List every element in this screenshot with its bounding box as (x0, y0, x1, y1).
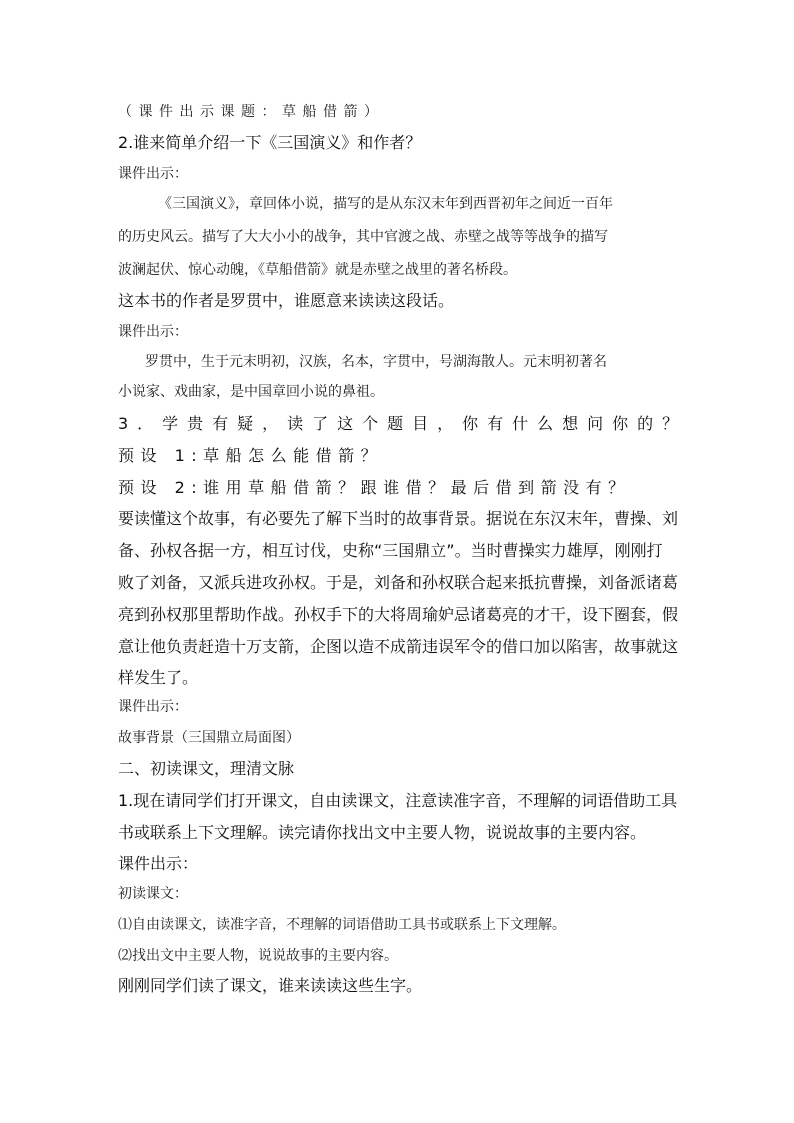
first-reading-item-2: ⑵找出文中主要人物，说说故事的主要内容。 (118, 948, 398, 964)
instruction-line-2: 书或联系上下文理解。读完请你找出文中主要人物，说说故事的主要内容。 (118, 823, 647, 842)
question-2-line: 2.谁来简单介绍一下《三国演义》和作者？ (118, 133, 422, 152)
book-intro-line-1: 《三国演义》，章回体小说，描写的是从东汉末年到西晋初年之间近一百年 (158, 196, 613, 212)
new-characters-prompt-line: 刚刚同学们读了课文，谁来读读这些生字。 (118, 976, 423, 995)
story-background-line: 故事背景（三国鼎立局面图） (118, 730, 300, 746)
author-intro-line-2: 小说家、戏曲家，是中国章回小说的鼻祖。 (118, 384, 384, 400)
courseware-label: 课件出示： (118, 699, 188, 715)
book-intro-line-3: 波澜起伏、惊心动魄，《草船借箭》就是赤壁之战里的著名桥段。 (118, 262, 517, 278)
question-3-line: 3．学贵有疑，读了这个题目，你有什么想问你的？ (118, 414, 688, 433)
author-intro-line-1: 罗贯中，生于元末明初，汉族，名本，字贯中，号湖海散人。元末明初著名 (145, 354, 607, 370)
background-paragraph-line-3: 败了刘备，又派兵进攻孙权。于是，刘备和孙权联合起来抵抗曹操，刘备派诸葛 (118, 573, 679, 592)
first-reading-label: 初读课文： (118, 886, 188, 902)
background-paragraph-line-6: 样发生了。 (118, 668, 199, 687)
preset-1-line: 预设 1:草船怎么能借箭？ (118, 446, 384, 465)
book-intro-line-2: 的历史风云。描写了大大小小的战争，其中官渡之战、赤壁之战等等战争的描写 (118, 229, 608, 245)
preset-2-line: 预设 2:谁用草船借箭？跟谁借？最后借到箭没有？ (118, 478, 631, 497)
instruction-line-1: 1.现在请同学们打开课文，自由读课文，注意读准字音，不理解的词语借助工具 (118, 791, 678, 810)
background-paragraph-line-5: 意让他负责赶造十万支箭，企图以造不成箭违误军令的借口加以陷害，故事就这 (118, 637, 679, 656)
author-prompt-line: 这本书的作者是罗贯中，谁愿意来读读这段话。 (118, 291, 455, 310)
section-2-heading: 二、初读课文，理清文脉 (118, 759, 295, 778)
background-paragraph-line-4: 亮到孙权那里帮助作战。孙权手下的大将周瑜妒忌诸葛亮的才干，设下圈套，假 (118, 605, 679, 624)
first-reading-item-1: ⑴自由读课文，读准字音，不理解的词语借助工具书或联系上下文理解。 (118, 917, 566, 933)
courseware-label: 课件出示： (118, 166, 188, 182)
lesson-title-line: （课件出示课题：草船借箭） (118, 104, 385, 120)
background-paragraph-line-1: 要读懂这个故事，有必要先了解下当时的故事背景。据说在东汉末年，曹操、刘 (118, 509, 679, 528)
courseware-label: 课件出示： (118, 324, 188, 340)
background-paragraph-line-2: 备、孙权各据一方，相互讨伐，史称“三国鼎立”。当时曹操实力雄厚，刚刚打 (118, 541, 663, 560)
courseware-label: 课件出示： (118, 854, 199, 873)
